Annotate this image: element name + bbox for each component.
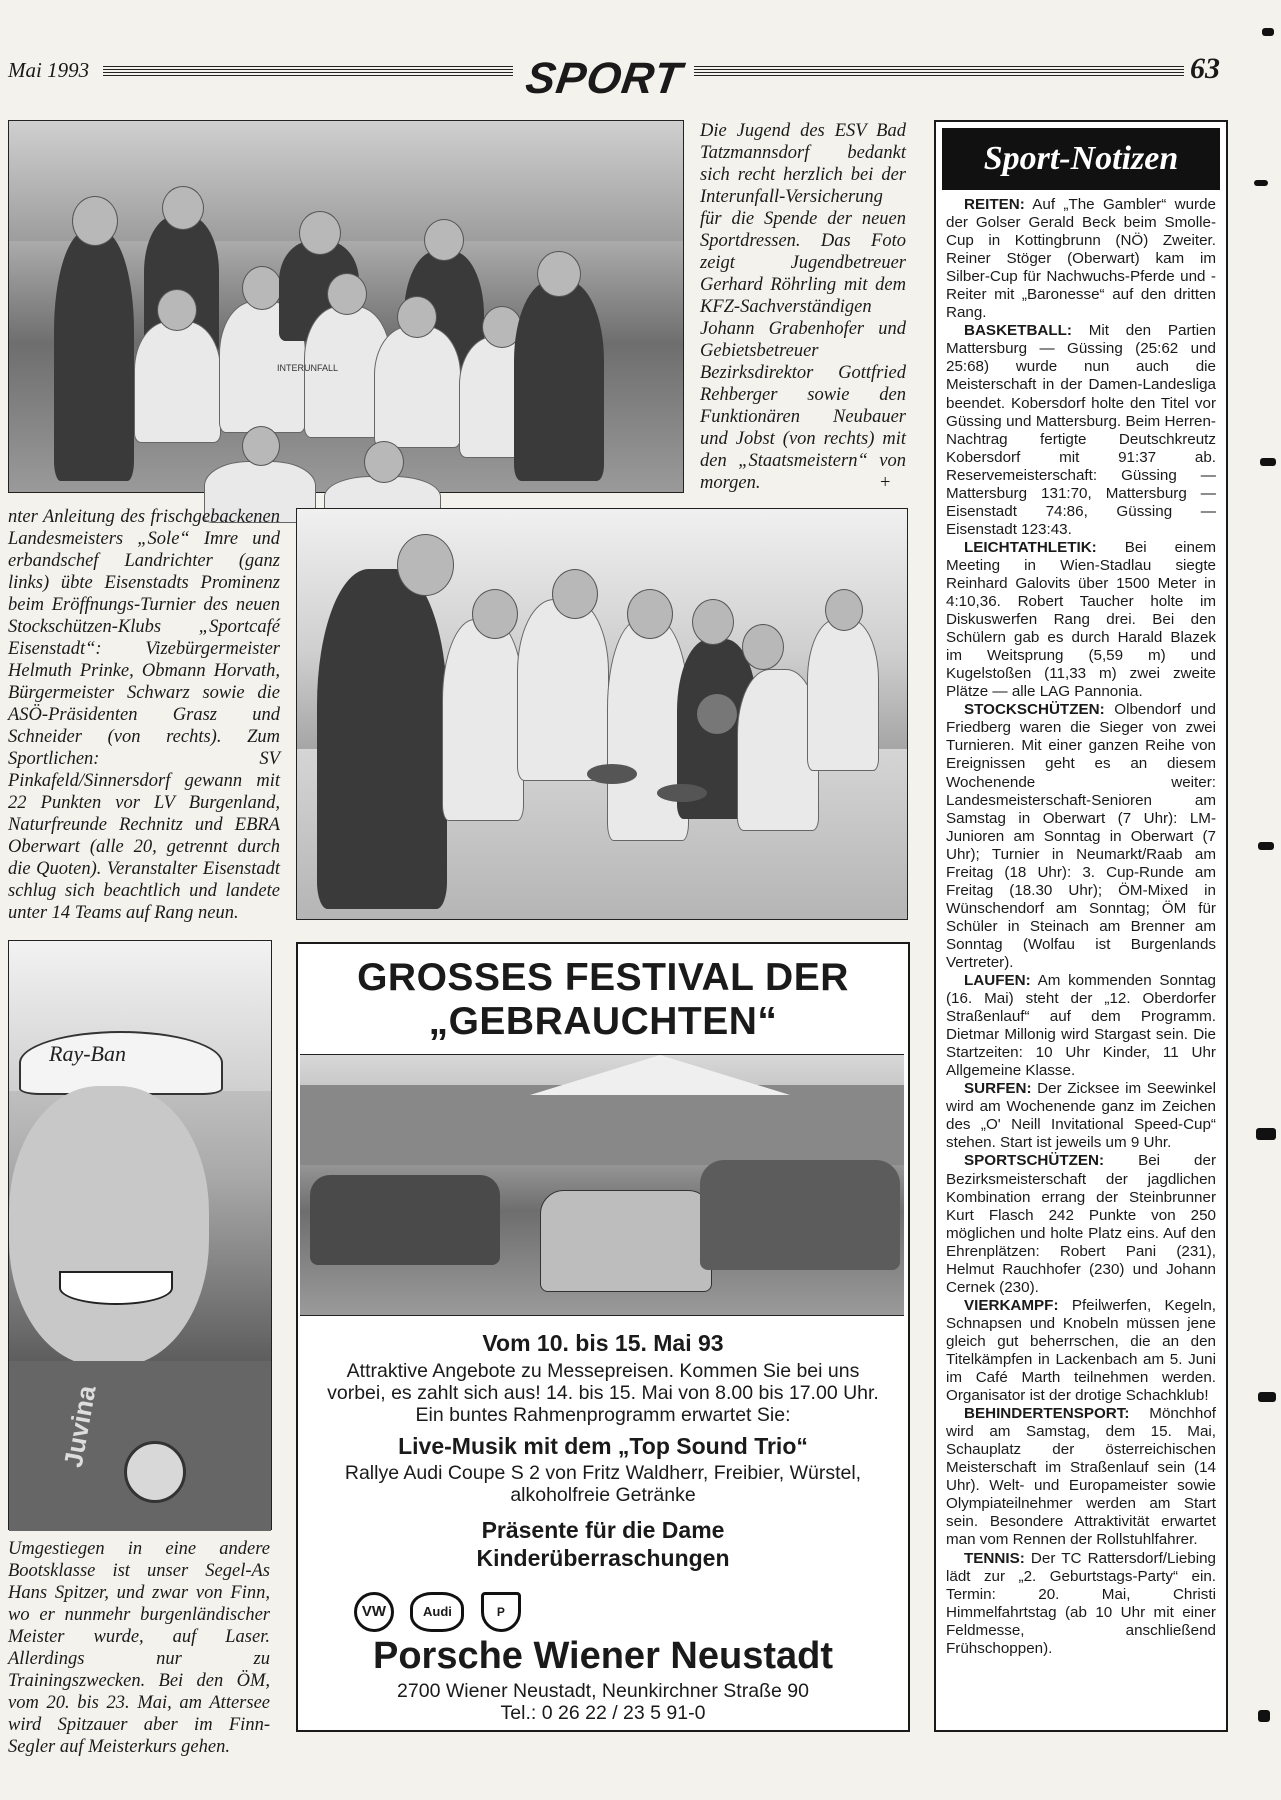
sport-notizen-box [934, 120, 1228, 1732]
notiz-surfen: SURFEN: Der Zicksee im Seewinkel wird am Wochenende ganz im Zeichen des „O' Neill Invitational Speed-Cup“ stehen. Start ist jeweils um 9 Uhr. [946, 1080, 1216, 1152]
notiz-reiten: REITEN: Auf „The Gambler“ wurde der Golser Gerald Beck beim Smolle-Cup in Kottingbrunn (NÖ) Zweiter. Reiner Stöger (Oberwart) kam im Silber-Cup für Nachwuchs-Pferde und -Reiter mit „Baronesse“ auf den dritten Rang. [946, 196, 1216, 322]
ad-text-line2: vorbei, es zahlt sich aus! 14. bis 15. Mai von 8.00 bis 17.00 Uhr. [327, 1382, 879, 1404]
shirt-logo: INTERUNFALL [277, 363, 339, 373]
stockschuetzen-caption: nter Anleitung des frischgebackenen Landesmeisters „Sole“ Imre und erbandschef Landrichter (ganz links) übte Eisenstadts Prominenz beim Eröffnungs-Turnier des neuen Stockschützen-Klubs „Sportcafé Eisenstadt“: Vizebürgermeister Helmuth Prinke, Obmann Horvath, Bürgermeister Schwarz sowie die ASÖ-Präsidenten Grasz und Schneider (von rechts). Zum Sportlichen: SV Pinkafeld/Sinnersdorf gewann mit 22 Punkten vor LV Burgenland, Naturfreunde Rechnitz und EBRA Oberwart (alle 20, getrennt durch die Quoten). Veranstalter Eisenstadt schlug sich beachtlich und landete unter 14 Teams auf Rang neun. [8, 507, 280, 923]
ad-music: Live-Musik mit dem „Top Sound Trio“ [398, 1433, 808, 1459]
notiz-basketball: BASKETBALL: Mit den Partien Mattersburg — Güssing (25:62 und 25:68) wurde nun auch die Meisterschaft in der Damen-Landesliga beendet. Kobersdorf holte den Titel vor Güssing und Mattersburg. Beim Herren-Nachtrag fertigte Deutschkreutz Kobersdorf mit 91:37 ab. Reservemeisterschaft: Güssing — Mattersburg 131:70, Mattersburg — Eisenstadt 74:86, Güssing — Eisenstadt 123:43. [946, 322, 1216, 538]
ad-gifts-line1: Präsente für die Dame [481, 1517, 725, 1543]
dealer-ad [296, 942, 910, 1732]
youth-team-caption: Die Jugend des ESV Bad Tatzmannsdorf bedankt sich recht herzlich bei der Interunfall-Versicherung für die Spende der neuen Sportdressen. Das Foto zeigt Jugendbetreuer Gerhard Röhrling mit dem KFZ-Sachverständigen Johann Grabenhofer und Gebietsbetreuer Bezirksdirektor Gottfried Rehberger sowie den Funktionären Neubauer und Jobst (von rechts) mit den „Staatsmeistern“ von morgen. [700, 121, 906, 493]
notiz-behindertensport: BEHINDERTENSPORT: Mönchhof wird am Samstag, dem 15. Mai, Schauplatz der österreichischen Meisterschaft im Straßenlauf sein (14 Uhr). Welt- und Europameister sowie Olympiateilnehmer werden am Start sein. Besondere Attraktivität erwartet man vom Rennen der Rollstuhlfahrer. [946, 1405, 1216, 1549]
ad-dates: Vom 10. bis 15. Mai 93 [482, 1330, 724, 1356]
stockschuetzen-photo [296, 508, 908, 920]
audi-logo-icon: Audi [410, 1592, 464, 1632]
scan-mark [1256, 1128, 1276, 1140]
issue-date: Mai 1993 [8, 58, 90, 82]
scan-mark [1260, 458, 1276, 466]
smile [59, 1271, 173, 1305]
ad-rally-line1: Rallye Audi Coupe S 2 von Fritz Waldherr, Freibier, Würstel, [344, 1462, 862, 1484]
notiz-stockschuetzen: STOCKSCHÜTZEN: Olbendorf und Friedberg waren die Sieger von zwei Turnieren. Mit einer ganzen Reihe von Ereignissen geht es an diesem Wochenende weiter: Landesmeisterschaft-Senioren am Samstag in Oberwart (7 Uhr): LM-Junioren am Sonntag in Oberwart (7 Uhr); Turnier in Neumarkt/Raab am Freitag (18 Uhr): 3. Cup-Runde am Freitag (18.30 Uhr); ÖM-Mixed in Wünschendorf am Sonntag; ÖM für Schüler in Steinach am Brenner am Sonntag (Wolfau ist Burgenlands Vertreter). [946, 701, 1216, 971]
dealer-address: 2700 Wiener Neustadt, Neunkirchner Straße 90 [397, 1680, 809, 1702]
header-rule-right [694, 66, 1184, 76]
notiz-sportschuetzen: SPORTSCHÜTZEN: Bei der Bezirksmeisterschaft der jagdlichen Kombination errang der Steinbrunner Kurt Flasch 242 Punkte von 250 möglichen und holte Platz eins. Auf den Ehrenplätzen: Robert Pani (231), Helmut Rauchhofer (230) und Johann Cernek (230). [946, 1152, 1216, 1296]
scan-mark [1258, 1710, 1270, 1722]
notiz-tennis: TENNIS: Der TC Rattersdorf/Liebing lädt zur „2. Geburtstags-Party“ ein. Termin: 20. Mai, Christi Himmelfahrtstag (ab 10 Uhr mit einer Feldmesse, anschließend Frühschoppen). [946, 1549, 1216, 1657]
vw-logo-icon: VW [354, 1592, 394, 1632]
ad-rally-line2: alkoholfreie Getränke [510, 1484, 696, 1506]
notiz-leichtathletik: LEICHTATHLETIK: Bei einem Meeting in Wien-Stadlau siegte Reinhard Galovits über 1500 Meter in 4:10,36. Robert Taucher holte im Diskuswerfen Rang drei. Bei den Schülern gab es durch Harald Blazek im Weitsprung (5,59 m) und Kugelstoßen (11,33 m) zwei zweite Plätze — alle LAG Pannonia. [946, 538, 1216, 701]
porsche-crest-icon: P [481, 1592, 521, 1632]
dealer-name: Porsche Wiener Neustadt [372, 1635, 833, 1677]
brand-logos [348, 1592, 548, 1636]
dealer-phone: Tel.: 0 26 22 / 23 5 91-0 [500, 1702, 706, 1724]
notiz-vierkampf: VIERKAMPF: Pfeilwerfen, Kegeln, Schnapsen und Knobeln müssen jene gleich gut beherrschen, die an den Titelkämpfen in Lackenbach am 5. Juni im Café Marth teilnehmen werden. Organisator ist der drotige Schachklub! [946, 1296, 1216, 1405]
youth-team-photo [8, 120, 684, 493]
header-rule-left [103, 66, 513, 76]
medal [124, 1441, 186, 1503]
cap-logo: Ray-Ban [49, 1041, 126, 1066]
notiz-laufen: LAUFEN: Am kommenden Sonntag (16. Mai) steht der „12. Oberdorfer Straßenlauf“ auf dem Programm. Dietmar Millonig wird Stargast sein. Die Startzeiten: 10 Uhr Kinder, 11 Uhr Allgemeine Klasse. [946, 972, 1216, 1080]
scan-mark [1258, 842, 1274, 850]
scan-mark [1258, 1392, 1276, 1402]
caption-end-mark: + [880, 473, 891, 493]
car-lot-photo [300, 1054, 904, 1316]
sport-notizen-list [936, 196, 1226, 1662]
ad-title-line2: „GEBRAUCHTEN“ [428, 1000, 778, 1043]
ad-gifts-line2: Kinderüberraschungen [476, 1545, 730, 1571]
sport-notizen-title: Sport-Notizen [942, 128, 1220, 190]
face [9, 1086, 209, 1366]
ad-text-line1: Attraktive Angebote zu Messepreisen. Kommen Sie bei uns [346, 1360, 860, 1382]
section-title: SPORT [522, 54, 686, 103]
scan-mark [1254, 180, 1268, 186]
scan-mark [1262, 28, 1274, 36]
page-number: 63 [1190, 52, 1220, 85]
ad-text-line3: Ein buntes Rahmenprogramm erwartet Sie: [415, 1404, 791, 1426]
sailor-photo [8, 940, 272, 1530]
ad-title-line1: GROSSES FESTIVAL DER [357, 956, 849, 999]
sailor-caption: Umgestiegen in eine andere Bootsklasse ist unser Segel-As Hans Spitzer, und zwar von Finn, wo er nunmehr burgenländischer Meister wurde, auf Laser. Allerdings nur zu Trainingszwecken. Bei den ÖM, vom 20. bis 23. Mai, am Attersee wird Spitzauer aber im Finn-Segler auf Meisterkurs gehen. [8, 1539, 270, 1757]
jersey-logo: Juvina [57, 1383, 102, 1470]
